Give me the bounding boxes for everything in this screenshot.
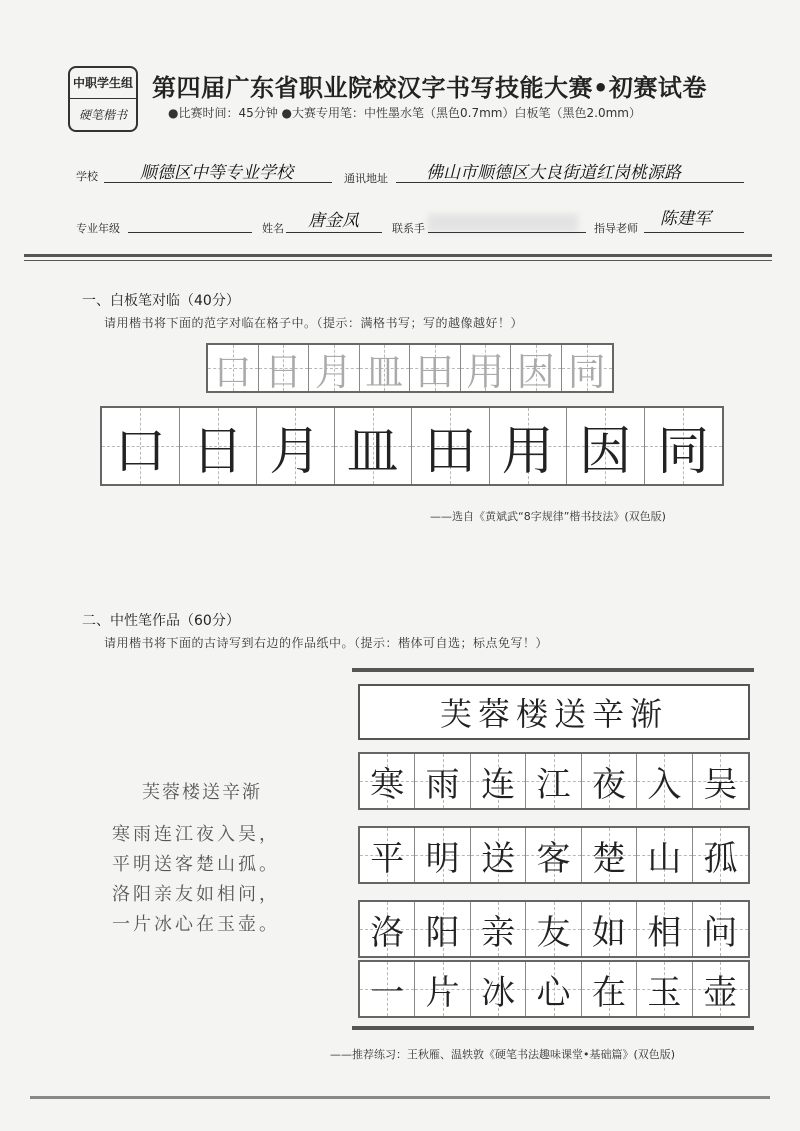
work-row-2[interactable] — [358, 826, 750, 884]
work-cell[interactable]: 寒 — [360, 754, 415, 808]
name-value: 唐金凤 — [308, 211, 359, 231]
model-char-cell: 因 — [511, 345, 562, 391]
work-cell[interactable]: 阳 — [415, 902, 470, 956]
section2-heading: 二、中性笔作品（60分） — [82, 613, 240, 629]
work-cell[interactable]: 冰 — [471, 962, 526, 1016]
divider — [24, 254, 772, 257]
model-char-cell: 同 — [562, 345, 612, 391]
teacher-label: 指导老师 — [594, 222, 638, 235]
work-cell[interactable]: 一 — [360, 962, 415, 1016]
work-cell[interactable]: 问 — [693, 902, 748, 956]
work-cell[interactable]: 雨 — [415, 754, 470, 808]
model-char-cell: 用 — [461, 345, 512, 391]
recommend-note: ——推荐练习：王秋雁、温轶敦《硬笔书法趣味课堂•基础篇》(双色版) — [330, 1048, 676, 1061]
contact-label: 联系手 — [392, 222, 425, 235]
model-char-cell: 口 — [208, 345, 259, 391]
poem-line: 平明送客楚山孤。 — [112, 854, 280, 875]
practice-char-grid[interactable] — [100, 406, 724, 486]
work-cell[interactable]: 连 — [471, 754, 526, 808]
work-cell[interactable]: 相 — [637, 902, 692, 956]
work-cell[interactable]: 送 — [471, 828, 526, 882]
name-label: 姓名 — [262, 222, 284, 235]
address-value: 佛山市顺德区大良街道红岗桃源路 — [426, 163, 681, 183]
work-cell[interactable]: 心 — [526, 962, 581, 1016]
section1-heading: 一、白板笔对临（40分） — [82, 293, 240, 309]
practice-char-cell[interactable]: 用 — [490, 408, 568, 484]
work-cell[interactable]: 明 — [415, 828, 470, 882]
practice-char-cell[interactable]: 田 — [412, 408, 490, 484]
poem-title: 芙蓉楼送辛渐 — [142, 782, 262, 803]
work-cell[interactable]: 壶 — [693, 962, 748, 1016]
contact-field[interactable] — [428, 214, 586, 233]
work-paper-border — [352, 668, 754, 672]
exam-info: ●比赛时间：45分钟 ●大赛专用笔：中性墨水笔（黑色0.7mm）白板笔（黑色2.0mm） — [168, 106, 641, 120]
work-cell[interactable]: 山 — [637, 828, 692, 882]
practice-char-cell[interactable]: 同 — [645, 408, 723, 484]
work-paper-border — [352, 1026, 754, 1030]
work-row-4[interactable] — [358, 960, 750, 1018]
model-char-cell: 日 — [259, 345, 310, 391]
work-cell[interactable]: 玉 — [637, 962, 692, 1016]
work-cell[interactable]: 夜 — [582, 754, 637, 808]
work-cell[interactable]: 入 — [637, 754, 692, 808]
practice-char-cell[interactable]: 口 — [102, 408, 180, 484]
work-cell[interactable]: 在 — [582, 962, 637, 1016]
work-cell[interactable]: 孤 — [693, 828, 748, 882]
work-cell[interactable]: 洛 — [360, 902, 415, 956]
section2-instruction: 请用楷书将下面的古诗写到右边的作品纸中。（提示：楷体可自选；标点免写！） — [104, 636, 549, 650]
practice-char-cell[interactable]: 因 — [567, 408, 645, 484]
badge-style: 硬笔楷书 — [78, 108, 127, 122]
bottom-divider — [30, 1096, 770, 1099]
model-char-cell: 月 — [309, 345, 360, 391]
category-badge — [68, 66, 138, 132]
divider — [24, 260, 772, 261]
poem-line: 洛阳亲友如相问， — [112, 884, 280, 905]
model-char-cell: 田 — [410, 345, 461, 391]
poem-line: 寒雨连江夜入吴， — [112, 824, 280, 845]
page-title: 第四届广东省职业院校汉字书写技能大赛•初赛试卷 — [152, 74, 707, 102]
work-cell[interactable]: 楚 — [582, 828, 637, 882]
major-label: 专业年级 — [76, 222, 120, 235]
work-cell[interactable]: 平 — [360, 828, 415, 882]
work-title-box[interactable] — [358, 684, 750, 740]
work-row-1[interactable] — [358, 752, 750, 810]
address-label: 通讯地址 — [344, 172, 388, 185]
model-char-cell: 皿 — [360, 345, 411, 391]
badge-group: 中职学生组 — [70, 68, 136, 99]
practice-char-cell[interactable]: 日 — [180, 408, 258, 484]
school-value: 顺德区中等专业学校 — [140, 163, 293, 183]
work-row-3[interactable] — [358, 900, 750, 958]
teacher-value: 陈建军 — [660, 209, 711, 229]
poem-line: 一片冰心在玉壶。 — [112, 914, 280, 935]
work-cell[interactable]: 吴 — [693, 754, 748, 808]
model-char-grid — [206, 343, 614, 393]
work-cell[interactable]: 江 — [526, 754, 581, 808]
section1-source: ——选自《黄斌武“8字规律”楷书技法》(双色版) — [430, 510, 666, 523]
work-cell[interactable]: 友 — [526, 902, 581, 956]
practice-char-cell[interactable]: 月 — [257, 408, 335, 484]
section1-instruction: 请用楷书将下面的范字对临在格子中。（提示：满格书写；写的越像越好！） — [104, 316, 524, 330]
work-cell[interactable]: 片 — [415, 962, 470, 1016]
major-field[interactable] — [128, 214, 252, 233]
work-cell[interactable]: 亲 — [471, 902, 526, 956]
school-label: 学校 — [76, 170, 98, 183]
work-title: 芙蓉楼送辛渐 — [439, 695, 668, 733]
work-cell[interactable]: 客 — [526, 828, 581, 882]
practice-char-cell[interactable]: 皿 — [335, 408, 413, 484]
work-cell[interactable]: 如 — [582, 902, 637, 956]
